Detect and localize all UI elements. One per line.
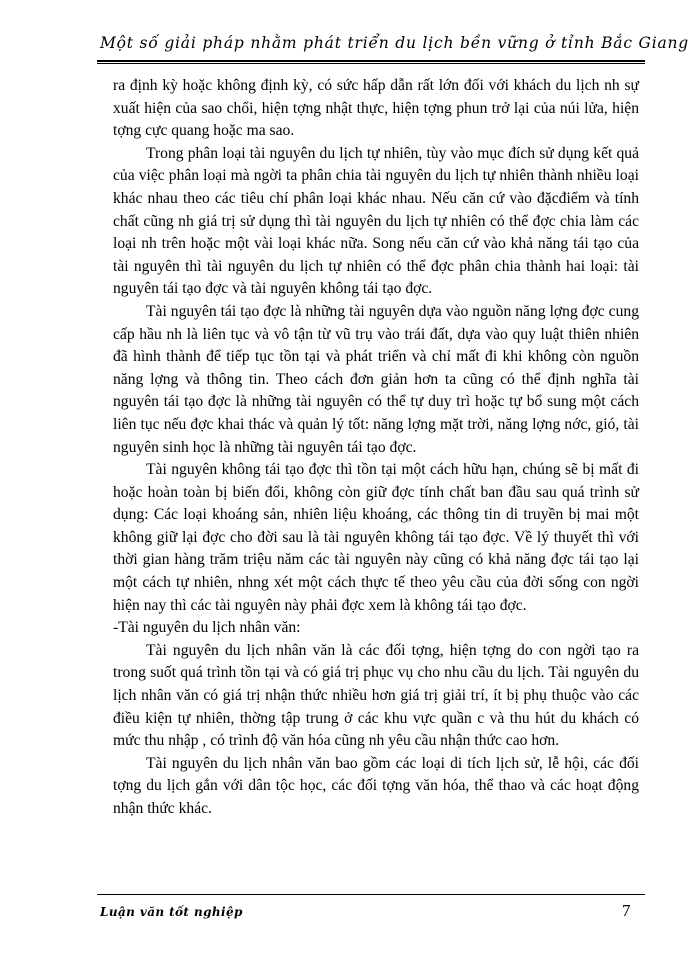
paragraph-continuation: ra định kỳ hoặc không định kỳ, có sức hấp dẫn rất lớn đối với khách du lịch nh sự xuất hiện của sao chổi, hiện tợng nhật thực, hiện tợng phun trở lại của núi lửa, hiện tợng cực quang hoặc ma sao. <box>113 77 639 140</box>
body-text <box>113 75 639 821</box>
footer-label: Luận văn tốt nghiệp <box>100 905 243 919</box>
paragraph-nonrenewable-resources: Tài nguyên không tái tạo đợc thì tồn tại một cách hữu hạn, chúng sẽ bị mất đi hoặc hoàn toàn bị biến đổi, không còn giữ đợc tính chất ban đầu sau quá trình sử dụng: Các loại khoáng sản, nhiên liệu khoáng, các thông tin di truyền bị mai một không giữ lại đợc cho đời sau là tài nguyên không tái tạo đợc. Về lý thuyết thì với thời gian hàng trăm triệu năm các tài nguyên này cũng có khả năng đợc tái tạo lại một cách tự nhiên, nhng xét một cách thực tế theo yêu cầu của đời sống con ngời hiện nay thì các tài nguyên này phải đợc xem là không tái tạo đợc. <box>113 461 639 614</box>
paragraph-renewable-resources: Tài nguyên tái tạo đợc là những tài nguyên dựa vào nguồn năng lợng đợc cung cấp hầu nh là liên tục và vô tận từ vũ trụ vào trái đất, dựa vào quy luật thiên nhiên đã hình thành để tiếp tục tồn tại và phát triển và chỉ mất đi khi không còn nguồn năng lợng và thông tin. Theo cách đơn giản hơn ta cũng có thể định nghĩa tài nguyên tái tạo đợc là những tài nguyên có thể tự duy trì hoặc tự bổ sung một cách liên tục nếu đợc khai thác và quản lý tốt: năng lợng mặt trời, năng lợng nớc, gió, tài nguyên sinh học là những tài nguyên tái tạo đợc. <box>113 302 639 456</box>
header-rule-thick <box>97 60 645 62</box>
page-number: 7 <box>622 901 631 920</box>
running-header-title: Một số giải pháp nhằm phát triển du lịch bền vững ở tỉnh Bắc Giang <box>100 34 690 52</box>
paragraph-humanistic-definition: Tài nguyên du lịch nhân văn là các đối tợng, hiện tợng do con ngời tạo ra trong suốt quá trình tồn tại và có giá trị phục vụ cho nhu cầu du lịch. Tài nguyên du lịch nhân văn có giá trị nhận thức nhiều hơn giá trị giải trí, ít bị phụ thuộc vào các điều kiện tự nhiên, thờng tập trung ở các khu vực quần c và thu hút du khách có mức thu nhập , có trình độ văn hóa cũng nh yêu cầu nhận thức cao hơn. <box>113 641 639 750</box>
paragraph-classification: Trong phân loại tài nguyên du lịch tự nhiên, tùy vào mục đích sử dụng kết quả của việc phân loại mà ngời ta phân chia tài nguyên du lịch tự nhiên thành nhiều loại khác nhau theo các tiêu chí phân loại khác nhau. Nếu căn cứ vào đặcđiểm và tính chất cũng nh giá trị sử dụng thì tài nguyên du lịch tự nhiên có thể đợc chia làm các loại nh trên hoặc một vài loại khác nữa. Song nếu căn cứ vào khả năng tái tạo của tài nguyên thì tài nguyên du lịch tự nhiên có thể đợc phân chia thành hai loại: tài nguyên tái tạo đợc và tài nguyên không tái tạo đợc. <box>113 144 639 298</box>
section-heading-humanistic-resources: -Tài nguyên du lịch nhân văn: <box>113 619 301 637</box>
header-rule-thin <box>97 63 645 64</box>
footer-rule <box>97 894 645 895</box>
paragraph-humanistic-types: Tài nguyên du lịch nhân văn bao gồm các loại di tích lịch sử, lễ hội, các đối tợng du lịch gắn với dân tộc học, các đối tợng văn hóa, thể thao và các hoạt động nhận thức khác. <box>113 754 639 817</box>
